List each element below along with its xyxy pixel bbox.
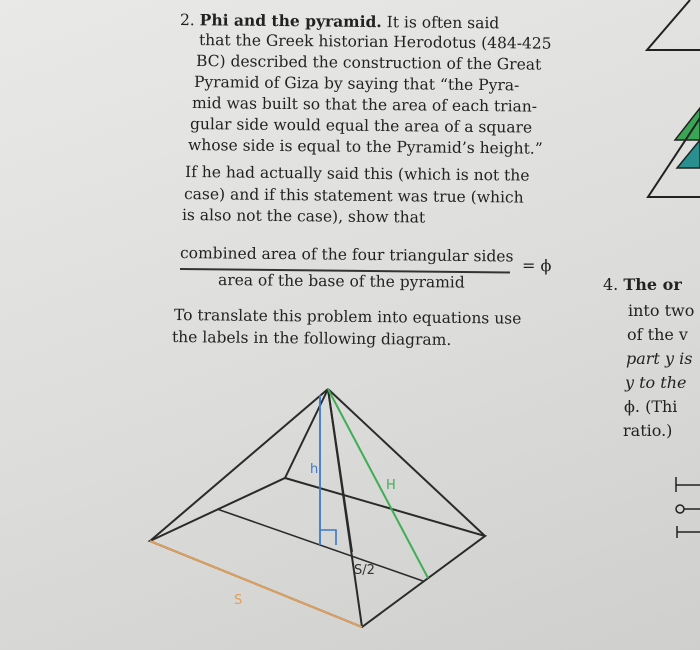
label-s: S bbox=[234, 593, 243, 608]
problem-line: that the Greek historian Herodotus (484-425 bbox=[198, 31, 552, 53]
problem-4-line: ratio.) bbox=[623, 421, 673, 440]
fraction-denominator: area of the base of the pyramid bbox=[217, 271, 465, 292]
problem-line: BC) described the construction of the Great bbox=[195, 52, 542, 74]
problem-line: Pyramid of Giza by saying that “the Pyra- bbox=[193, 73, 520, 95]
problem-4-line: of the v bbox=[627, 325, 688, 344]
margin-tick bbox=[676, 477, 700, 492]
problem-number: 4. bbox=[603, 275, 619, 294]
label-H: H bbox=[386, 478, 396, 493]
margin-teal-shape bbox=[677, 140, 700, 168]
margin-point bbox=[676, 505, 684, 513]
problem-number: 2. bbox=[179, 11, 195, 30]
problem-4-line: y to the bbox=[625, 373, 687, 392]
problem-line: the labels in the following diagram. bbox=[171, 328, 452, 349]
margin-tick bbox=[677, 526, 700, 538]
problem-line: It is often said bbox=[386, 13, 500, 33]
problem-line: case) and if this statement was true (which bbox=[183, 185, 524, 207]
problem-line: whose side is equal to the Pyramid’s height.” bbox=[187, 136, 543, 158]
label-h: h bbox=[310, 462, 319, 477]
label-half-s: S/2 bbox=[354, 563, 375, 578]
problem-line: If he had actually said this (which is not the bbox=[184, 163, 530, 185]
problem-title: Phi and the pyramid. bbox=[199, 10, 382, 32]
problem-4-heading bbox=[603, 275, 682, 294]
fraction-equals-phi: = ϕ bbox=[522, 256, 552, 275]
problem-4-line: into two bbox=[628, 301, 695, 320]
problem-line: mid was built so that the area of each trian- bbox=[191, 94, 538, 116]
fraction-numerator: combined area of the four triangular sides bbox=[179, 244, 514, 266]
problem-line: To translate this problem into equations use bbox=[173, 306, 522, 328]
problem-line: gular side would equal the area of a square bbox=[189, 115, 533, 137]
problem-4-line: ϕ. (Thi bbox=[624, 397, 678, 416]
problem-4-line: part y is bbox=[626, 349, 693, 368]
problem-4-line: The or bbox=[623, 275, 682, 294]
margin-triangle bbox=[647, 0, 700, 50]
problem-line: is also not the case), show that bbox=[181, 206, 426, 227]
